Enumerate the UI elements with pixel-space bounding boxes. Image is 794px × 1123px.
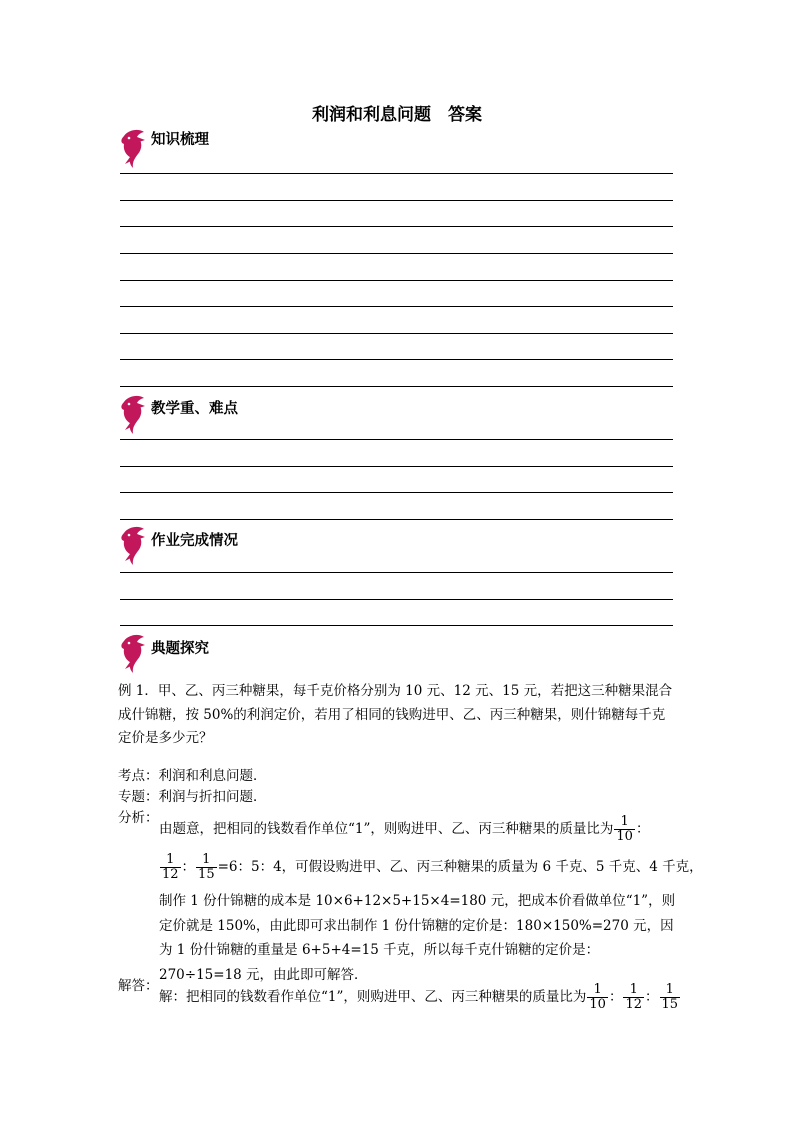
writing-line	[120, 200, 673, 201]
dolphin-icon	[118, 525, 148, 569]
writing-line	[120, 306, 673, 307]
writing-line	[120, 173, 673, 174]
fraction: $\frac{1}{10}$	[589, 982, 606, 1012]
jieda-label: 解答：	[118, 978, 159, 994]
section-title: 知识梳理	[151, 132, 209, 148]
kaodian-label: 考点：	[118, 768, 159, 784]
fraction: $\frac{1}{15}$	[661, 982, 679, 1012]
jieda-line1	[159, 983, 679, 1012]
separator: ：	[645, 989, 659, 1005]
example-question: 例 1．甲、乙、丙三种糖果，每千克价格分别为 10 元、12 元、15 元，若把这三种糖果混合成什锦糖，按 50%的利润定价，若用了相同的钱购进甲、乙、丙三种糖果，则什锦糖每千克定价是多少元？	[118, 683, 673, 746]
section-title: 作业完成情况	[151, 533, 238, 549]
separator: ：	[635, 821, 650, 837]
writing-line	[120, 226, 673, 227]
writing-line	[120, 466, 673, 467]
writing-line	[120, 625, 673, 626]
dolphin-icon	[118, 394, 148, 438]
dolphin-icon	[118, 633, 148, 677]
zhuanti-value: 利润与折扣问题．	[158, 789, 267, 805]
writing-line	[120, 439, 673, 440]
writing-line	[120, 519, 673, 520]
section-title: 典题探究	[151, 641, 209, 657]
kaodian-row	[118, 766, 267, 786]
separator: ：	[181, 859, 196, 875]
writing-line	[120, 333, 673, 334]
section-title: 教学重、难点	[151, 401, 238, 417]
zhuanti-label: 专题：	[118, 789, 159, 805]
writing-line	[120, 386, 673, 387]
writing-line	[120, 359, 673, 360]
fenxi-line1	[159, 815, 679, 844]
fraction: $\frac{1}{12}$	[625, 982, 642, 1012]
page-title: 利润和利息问题 答案	[312, 105, 482, 125]
zhuanti-row	[118, 787, 267, 807]
writing-line	[120, 599, 673, 600]
fraction: $\frac{1}{10}$	[616, 814, 633, 844]
fraction: $\frac{1}{15}$	[198, 852, 215, 882]
writing-line	[120, 280, 673, 281]
fenxi-line2	[159, 852, 703, 882]
fenxi-label: 分析：	[118, 810, 159, 826]
dolphin-icon	[118, 128, 148, 172]
fenxi-text: 由题意，把相同的钱数看作单位“1”，则购进甲、乙、丙三种糖果的质量比为	[159, 821, 614, 837]
kaodian-value: 利润和利息问题．	[158, 768, 267, 784]
fenxi-text: =6：5：4，可假设购进甲、乙、丙三种糖果的质量为 6 千克、5 千克、4 千克，	[217, 859, 703, 875]
writing-line	[120, 572, 673, 573]
fraction: $\frac{1}{12}$	[162, 852, 179, 882]
writing-line	[120, 253, 673, 254]
separator: ：	[608, 989, 623, 1005]
writing-line	[120, 492, 673, 493]
fenxi-rest: 制作 1 份什锦糖的成本是 10×6+12×5+15×4=180 元，把成本价看做单位“1”，则定价就是 150%，由此即可求出制作 1 份什锦糖的定价是：180×150%=270 元，因为 1 份什锦糖的重量是 6+5+4=15 千克，所以每千克什锦糖的定价是：270÷15=18 元，由此即可解答．	[159, 893, 676, 983]
jieda-text: 解：把相同的钱数看作单位“1”，则购进甲、乙、丙三种糖果的质量比为	[159, 989, 587, 1005]
